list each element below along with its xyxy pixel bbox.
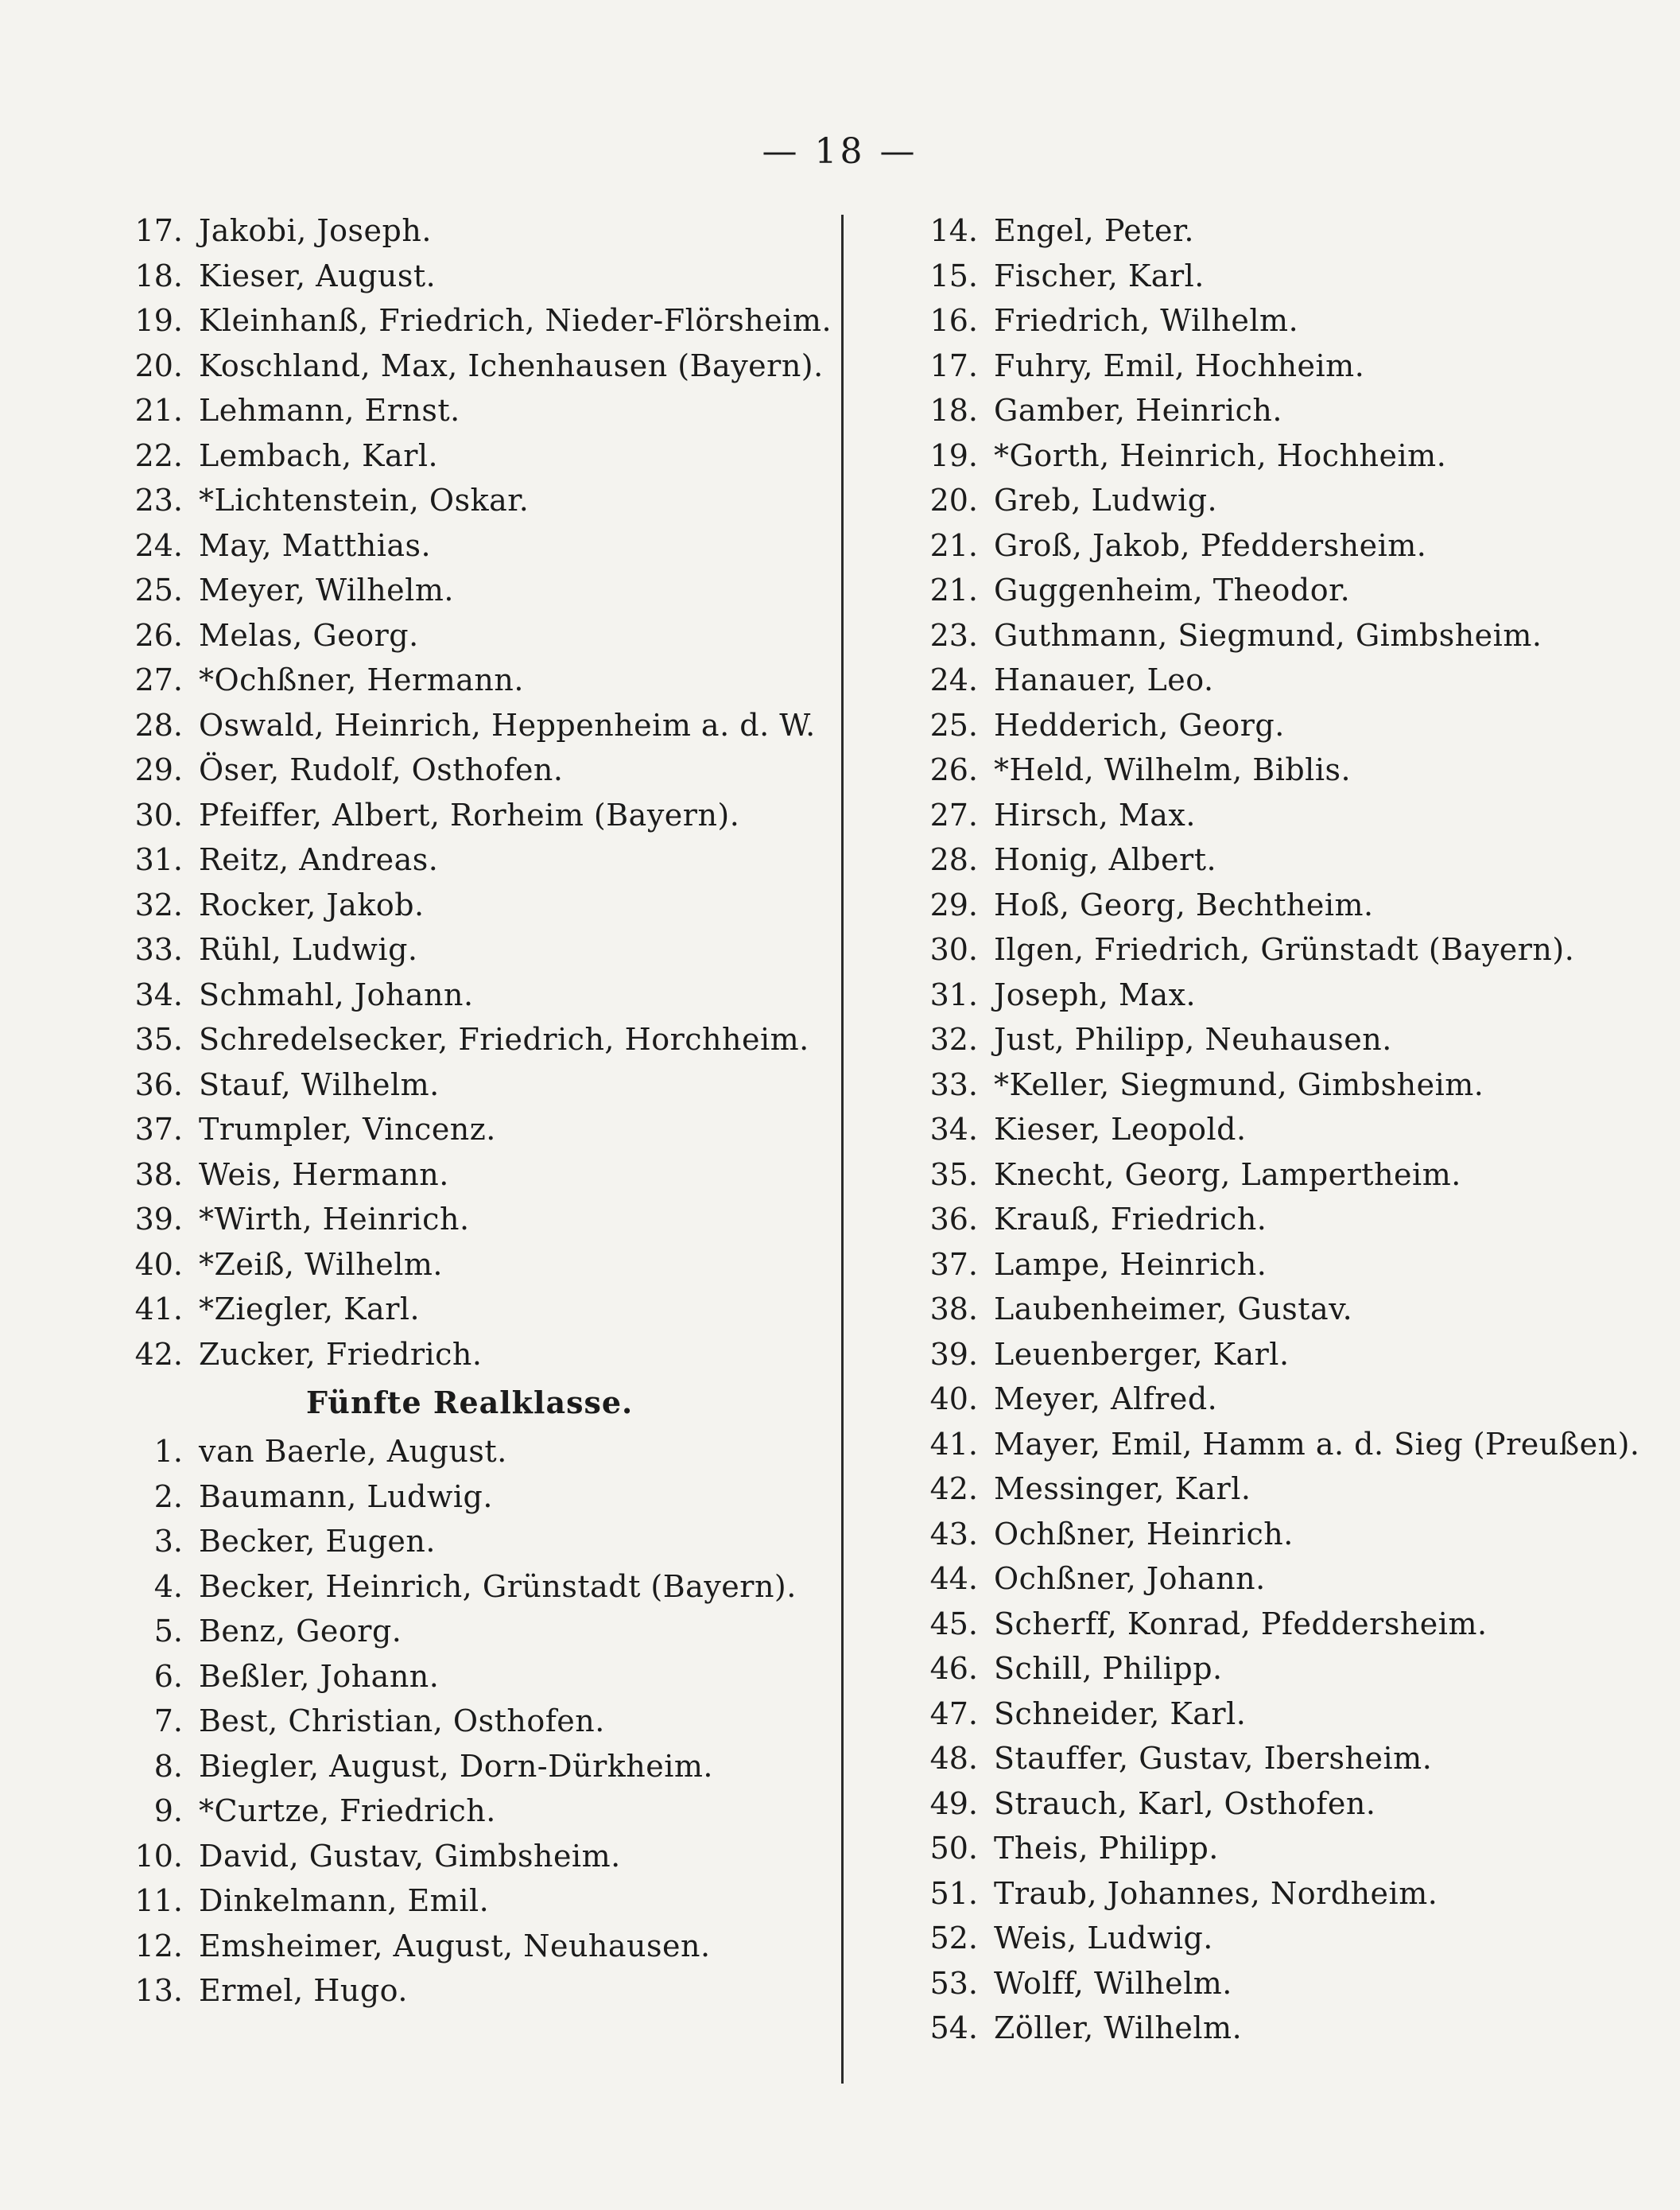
- entry-name: Weis, Hermann.: [199, 1156, 449, 1192]
- entry-number: 11.: [134, 1883, 183, 1918]
- entry-name: Just, Philipp, Neuhausen.: [994, 1022, 1392, 1057]
- list-item: [906, 1107, 1654, 1152]
- list-item: [111, 523, 827, 569]
- entry-number: 49.: [929, 1785, 978, 1821]
- entry-number: 26.: [929, 752, 978, 787]
- entry-name: Dinkelmann, Emil.: [199, 1883, 490, 1918]
- entry-name: Krauß, Friedrich.: [994, 1202, 1267, 1237]
- list-item: [906, 1916, 1654, 1961]
- list-item: [111, 1474, 827, 1520]
- entry-name: Meyer, Alfred.: [994, 1381, 1218, 1416]
- list-item: [906, 1242, 1654, 1288]
- entry-name: *Ziegler, Karl.: [199, 1291, 421, 1326]
- entry-number: 5.: [153, 1614, 183, 1649]
- entry-number: 28.: [929, 842, 978, 877]
- entry-name: Zöller, Wilhelm.: [994, 2010, 1243, 2045]
- entry-name: Meyer, Wilhelm.: [199, 573, 454, 608]
- entry-number: 22.: [134, 437, 183, 473]
- entry-name: Ochßner, Johann.: [994, 1561, 1266, 1596]
- entry-name: Ilgen, Friedrich, Grünstadt (Bayern).: [994, 932, 1575, 967]
- entry-number: 37.: [929, 1246, 978, 1282]
- entry-number: 23.: [929, 617, 978, 653]
- entry-name: May, Matthias.: [199, 527, 432, 563]
- right-column: [906, 208, 1654, 2051]
- entry-number: 30.: [134, 797, 183, 833]
- list-item: [906, 478, 1654, 523]
- entry-number: 21.: [134, 393, 183, 428]
- entry-name: *Held, Wilhelm, Biblis.: [994, 752, 1352, 787]
- entry-number: 52.: [929, 1921, 978, 1956]
- entry-name: *Gorth, Heinrich, Hochheim.: [994, 437, 1447, 473]
- entry-number: 41.: [929, 1426, 978, 1462]
- entry-number: 25.: [929, 707, 978, 743]
- entry-name: Honig, Albert.: [994, 842, 1217, 877]
- list-item: [111, 1197, 827, 1242]
- list-item: [111, 1789, 827, 1834]
- entry-number: 9.: [153, 1793, 183, 1828]
- entry-number: 42.: [134, 1336, 183, 1372]
- entry-number: 46.: [929, 1651, 978, 1686]
- entry-number: 13.: [134, 1973, 183, 2008]
- entry-name: Hedderich, Georg.: [994, 707, 1285, 743]
- entry-number: 38.: [134, 1156, 183, 1192]
- list-item: [906, 1466, 1654, 1512]
- entry-number: 51.: [929, 1875, 978, 1911]
- list-item: [906, 1691, 1654, 1737]
- list-item: [906, 973, 1654, 1018]
- entry-number: 35.: [134, 1022, 183, 1057]
- entry-name: *Keller, Siegmund, Gimbsheim.: [994, 1066, 1484, 1102]
- entry-number: 27.: [929, 797, 978, 833]
- entry-number: 41.: [134, 1291, 183, 1326]
- entry-name: Biegler, August, Dorn-Dürkheim.: [199, 1748, 714, 1784]
- entry-number: 45.: [929, 1606, 978, 1641]
- entry-name: Guthmann, Siegmund, Gimbsheim.: [994, 617, 1542, 653]
- entry-name: Joseph, Max.: [994, 977, 1197, 1012]
- entry-name: Leuenberger, Karl.: [994, 1336, 1290, 1372]
- column-divider: [841, 215, 844, 2084]
- entry-name: Zucker, Friedrich.: [199, 1336, 483, 1372]
- entry-name: Rocker, Jakob.: [199, 887, 425, 922]
- entry-name: Friedrich, Wilhelm.: [994, 303, 1299, 338]
- entry-number: 26.: [134, 617, 183, 653]
- entry-number: 37.: [134, 1112, 183, 1147]
- entry-number: 27.: [134, 662, 183, 697]
- entry-name: Schneider, Karl.: [994, 1695, 1247, 1731]
- entry-number: 28.: [134, 707, 183, 743]
- list-item: [906, 793, 1654, 838]
- entry-number: 18.: [929, 393, 978, 428]
- entry-name: *Lichtenstein, Oskar.: [199, 483, 530, 518]
- list-item: [111, 1242, 827, 1288]
- entry-number: 34.: [134, 977, 183, 1012]
- entry-number: 14.: [929, 213, 978, 248]
- list-item: [111, 658, 827, 703]
- list-item: [906, 1736, 1654, 1781]
- list-item: [111, 973, 827, 1018]
- list-item: [111, 793, 827, 838]
- entry-number: 34.: [929, 1112, 978, 1147]
- entry-name: Engel, Peter.: [994, 213, 1195, 248]
- entry-number: 1.: [153, 1434, 183, 1469]
- entry-name: Hoß, Georg, Bechtheim.: [994, 887, 1374, 922]
- right-list: [906, 208, 1654, 2051]
- entry-number: 40.: [134, 1246, 183, 1282]
- entry-name: Messinger, Karl.: [994, 1471, 1251, 1506]
- list-item: [906, 748, 1654, 793]
- entry-number: 3.: [153, 1524, 183, 1559]
- list-item: [906, 388, 1654, 433]
- entry-number: 15.: [929, 258, 978, 293]
- left-list-continued: [111, 208, 832, 1377]
- entry-name: Trumpler, Vincenz.: [199, 1112, 496, 1147]
- entry-name: Emsheimer, August, Neuhausen.: [199, 1928, 711, 1963]
- entry-name: Melas, Georg.: [199, 617, 419, 653]
- list-item: [111, 1107, 827, 1152]
- entry-name: Ermel, Hugo.: [199, 1973, 408, 2008]
- entry-name: Knecht, Georg, Lampertheim.: [994, 1156, 1461, 1192]
- entry-number: 33.: [134, 932, 183, 967]
- list-item: [111, 927, 827, 973]
- entry-name: van Baerle, August.: [199, 1434, 507, 1469]
- entry-name: *Ochßner, Hermann.: [199, 662, 524, 697]
- entry-name: Gamber, Heinrich.: [994, 393, 1282, 428]
- list-item: [111, 1017, 827, 1062]
- entry-number: 6.: [153, 1658, 183, 1694]
- list-item: [111, 1564, 827, 1610]
- entry-name: Jakobi, Joseph.: [199, 213, 432, 248]
- entry-number: 24.: [134, 527, 183, 563]
- entry-name: Öser, Rudolf, Osthofen.: [199, 752, 564, 787]
- entry-name: Theis, Philipp.: [994, 1831, 1219, 1866]
- list-item: [111, 1062, 827, 1108]
- entry-number: 29.: [929, 887, 978, 922]
- entry-number: 17.: [134, 213, 183, 248]
- entry-number: 39.: [134, 1202, 183, 1237]
- entry-name: Guggenheim, Theodor.: [994, 573, 1351, 608]
- list-item: [111, 254, 827, 299]
- entry-name: Kieser, Leopold.: [994, 1112, 1247, 1147]
- list-item: [906, 254, 1654, 299]
- entry-name: Becker, Eugen.: [199, 1524, 436, 1559]
- list-item: [906, 1961, 1654, 2006]
- list-item: [906, 1781, 1654, 1827]
- list-item: [111, 748, 827, 793]
- entry-name: David, Gustav, Gimbsheim.: [199, 1838, 621, 1874]
- list-item: [111, 883, 827, 928]
- left-column: [111, 208, 832, 2014]
- entry-name: Reitz, Andreas.: [199, 842, 439, 877]
- list-item: [906, 1871, 1654, 1917]
- list-item: [111, 344, 827, 389]
- entry-name: Hirsch, Max.: [994, 797, 1196, 833]
- entry-name: Becker, Heinrich, Grünstadt (Bayern).: [199, 1568, 797, 1604]
- entry-number: 36.: [929, 1202, 978, 1237]
- entry-name: Baumann, Ludwig.: [199, 1478, 493, 1514]
- list-item: [906, 344, 1654, 389]
- entry-number: 40.: [929, 1381, 978, 1416]
- list-item: [111, 568, 827, 613]
- entry-name: Mayer, Emil, Hamm a. d. Sieg (Preußen).: [994, 1426, 1640, 1462]
- entry-number: 43.: [929, 1516, 978, 1552]
- entry-number: 12.: [134, 1928, 183, 1963]
- entry-number: 23.: [134, 483, 183, 518]
- entry-name: Fuhry, Emil, Hochheim.: [994, 348, 1365, 383]
- entry-number: 39.: [929, 1336, 978, 1372]
- list-item: [111, 837, 827, 883]
- entry-name: Pfeiffer, Albert, Rorheim (Bayern).: [199, 797, 740, 833]
- list-item: [906, 1332, 1654, 1377]
- list-item: [111, 388, 827, 433]
- entry-number: 31.: [929, 977, 978, 1012]
- page-number: — 18 —: [762, 131, 918, 172]
- list-item: [906, 1556, 1654, 1602]
- entry-number: 29.: [134, 752, 183, 787]
- list-item: [111, 1519, 827, 1564]
- list-item: [111, 703, 827, 748]
- entry-name: Groß, Jakob, Pfeddersheim.: [994, 527, 1427, 563]
- entry-number: 44.: [929, 1561, 978, 1596]
- entry-number: 24.: [929, 662, 978, 697]
- list-item: [111, 1878, 827, 1924]
- entry-name: Lampe, Heinrich.: [994, 1246, 1267, 1282]
- entry-number: 32.: [929, 1022, 978, 1057]
- list-item: [906, 1826, 1654, 1871]
- entry-number: 21.: [929, 527, 978, 563]
- entry-name: Rühl, Ludwig.: [199, 932, 418, 967]
- list-item: [111, 1744, 827, 1789]
- list-item: [111, 433, 827, 479]
- list-item: [111, 478, 827, 523]
- entry-name: Strauch, Karl, Osthofen.: [994, 1785, 1376, 1821]
- entry-number: 33.: [929, 1066, 978, 1102]
- entry-name: Greb, Ludwig.: [994, 483, 1218, 518]
- list-item: [906, 1287, 1654, 1332]
- list-item: [906, 658, 1654, 703]
- list-item: [906, 523, 1654, 569]
- list-item: [906, 433, 1654, 479]
- entry-number: 53.: [929, 1965, 978, 2001]
- entry-name: Lembach, Karl.: [199, 437, 439, 473]
- entry-name: Weis, Ludwig.: [994, 1921, 1213, 1956]
- entry-number: 38.: [929, 1291, 978, 1326]
- entry-name: *Wirth, Heinrich.: [199, 1202, 470, 1237]
- entry-name: Benz, Georg.: [199, 1614, 402, 1649]
- entry-number: 32.: [134, 887, 183, 922]
- entry-number: 20.: [134, 348, 183, 383]
- entry-number: 50.: [929, 1831, 978, 1866]
- list-item: [111, 1654, 827, 1699]
- list-item: [111, 1609, 827, 1654]
- entry-number: 48.: [929, 1741, 978, 1776]
- entry-name: Kleinhanß, Friedrich, Nieder-Flörsheim.: [199, 303, 832, 338]
- entry-name: Oswald, Heinrich, Heppenheim a. d. W.: [199, 707, 816, 743]
- list-item: [906, 883, 1654, 928]
- list-item: [111, 1287, 827, 1332]
- entry-number: 8.: [153, 1748, 183, 1784]
- entry-name: Schmahl, Johann.: [199, 977, 474, 1012]
- list-item: [111, 298, 832, 344]
- list-item: [906, 1152, 1654, 1198]
- list-item: [111, 1429, 827, 1474]
- entry-name: Ochßner, Heinrich.: [994, 1516, 1294, 1552]
- entry-number: 10.: [134, 1838, 183, 1874]
- entry-name: *Curtze, Friedrich.: [199, 1793, 496, 1828]
- list-item: [906, 568, 1654, 613]
- entry-number: 7.: [153, 1703, 183, 1738]
- entry-number: 36.: [134, 1066, 183, 1102]
- entry-name: Wolff, Wilhelm.: [994, 1965, 1232, 2001]
- entry-number: 21.: [929, 573, 978, 608]
- entry-number: 17.: [929, 348, 978, 383]
- entry-name: Scherff, Konrad, Pfeddersheim.: [994, 1606, 1488, 1641]
- list-item: [906, 298, 1654, 344]
- entry-number: 18.: [134, 258, 183, 293]
- entry-number: 31.: [134, 842, 183, 877]
- entry-name: Schill, Philipp.: [994, 1651, 1223, 1686]
- entry-name: Laubenheimer, Gustav.: [994, 1291, 1353, 1326]
- entry-name: Koschland, Max, Ichenhausen (Bayern).: [199, 348, 824, 383]
- list-item: [906, 613, 1654, 658]
- list-item: [111, 1332, 827, 1377]
- entry-number: 35.: [929, 1156, 978, 1192]
- list-item: [906, 703, 1654, 748]
- entry-name: *Zeiß, Wilhelm.: [199, 1246, 444, 1282]
- entry-name: Hanauer, Leo.: [994, 662, 1214, 697]
- list-item: [906, 1512, 1654, 1557]
- list-item: [906, 1422, 1654, 1467]
- list-item: [906, 837, 1654, 883]
- entry-number: 19.: [929, 437, 978, 473]
- entry-number: 30.: [929, 932, 978, 967]
- list-item: [906, 1197, 1654, 1242]
- list-item: [906, 1017, 1654, 1062]
- entry-number: 4.: [153, 1568, 183, 1604]
- entry-number: 19.: [134, 303, 183, 338]
- list-item: [906, 1062, 1654, 1108]
- entry-number: 2.: [153, 1478, 183, 1514]
- list-item: [111, 613, 827, 658]
- entry-number: 54.: [929, 2010, 978, 2045]
- list-item: [906, 208, 1654, 254]
- entry-number: 16.: [929, 303, 978, 338]
- entry-name: Schredelsecker, Friedrich, Horchheim.: [199, 1022, 809, 1057]
- list-item: [906, 1377, 1654, 1422]
- entry-name: Fischer, Karl.: [994, 258, 1205, 293]
- entry-number: 42.: [929, 1471, 978, 1506]
- entry-number: 47.: [929, 1695, 978, 1731]
- entry-number: 25.: [134, 573, 183, 608]
- section-heading-fuenfte-realklasse: Fünfte Realklasse.: [306, 1385, 634, 1420]
- left-list-fuenfte-realklasse: [111, 1429, 827, 2014]
- list-item: [111, 1152, 827, 1198]
- list-item: [111, 1968, 827, 2014]
- list-item: [111, 1699, 827, 1744]
- entry-name: Beßler, Johann.: [199, 1658, 440, 1694]
- entry-number: 20.: [929, 483, 978, 518]
- entry-name: Traub, Johannes, Nordheim.: [994, 1875, 1438, 1911]
- entry-name: Stauffer, Gustav, Ibersheim.: [994, 1741, 1433, 1776]
- list-item: [906, 1602, 1654, 1647]
- list-item: [111, 208, 827, 254]
- entry-name: Stauf, Wilhelm.: [199, 1066, 440, 1102]
- entry-name: Kieser, August.: [199, 258, 436, 293]
- entry-name: Lehmann, Ernst.: [199, 393, 460, 428]
- list-item: [906, 927, 1654, 973]
- entry-name: Best, Christian, Osthofen.: [199, 1703, 605, 1738]
- list-item: [906, 1646, 1654, 1691]
- list-item: [111, 1924, 827, 1969]
- list-item: [111, 1834, 827, 1879]
- list-item: [906, 2006, 1654, 2051]
